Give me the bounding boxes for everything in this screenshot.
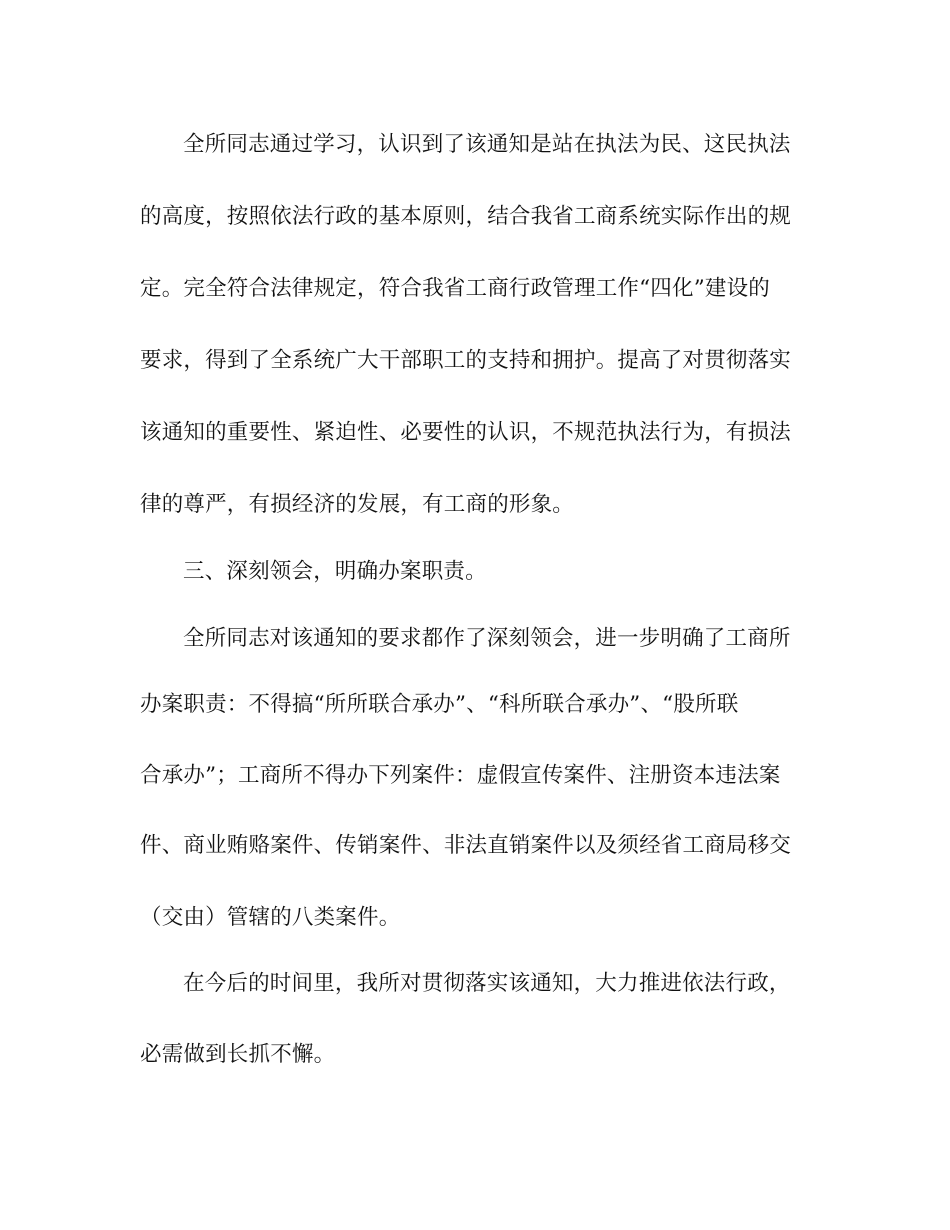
paragraph-line: 全所同志通过学习，认识到了该通知是站在执法为民、这民执法 — [183, 132, 791, 157]
paragraph-line: 律的尊严，有损经济的发展，有工商的形象。 — [140, 492, 575, 517]
paragraph-line: （交由）管辖的八类案件。 — [140, 905, 401, 930]
paragraph-line: 必需做到长抓不懈。 — [140, 1042, 336, 1067]
section-heading: 三、深刻领会，明确办案职责。 — [183, 559, 487, 584]
paragraph-line: 在今后的时间里，我所对贯彻落实该通知，大力推进依法行政， — [183, 971, 791, 996]
paragraph-line: 办案职责：不得搞“所所联合承办”、“科所联合承办”、“股所联 — [140, 692, 739, 717]
paragraph-line: 该通知的重要性、紧迫性、必要性的认识，不规范执法行为，有损法 — [140, 420, 792, 445]
paragraph-line: 件、商业贿赂案件、传销案件、非法直销案件以及须经省工商局移交 — [140, 833, 792, 858]
paragraph-line: 的高度，按照依法行政的基本原则，结合我省工商系统实际作出的规 — [140, 204, 792, 229]
paragraph-line: 要求，得到了全系统广大干部职工的支持和拥护。提高了对贯彻落实 — [140, 348, 792, 373]
paragraph-line: 定。完全符合法律规定，符合我省工商行政管理工作“四化”建设的 — [140, 276, 770, 301]
paragraph-line: 合承办”；工商所不得办下列案件：虚假宣传案件、注册资本违法案 — [140, 763, 781, 788]
paragraph-line: 全所同志对该通知的要求都作了深刻领会，进一步明确了工商所 — [183, 626, 791, 651]
